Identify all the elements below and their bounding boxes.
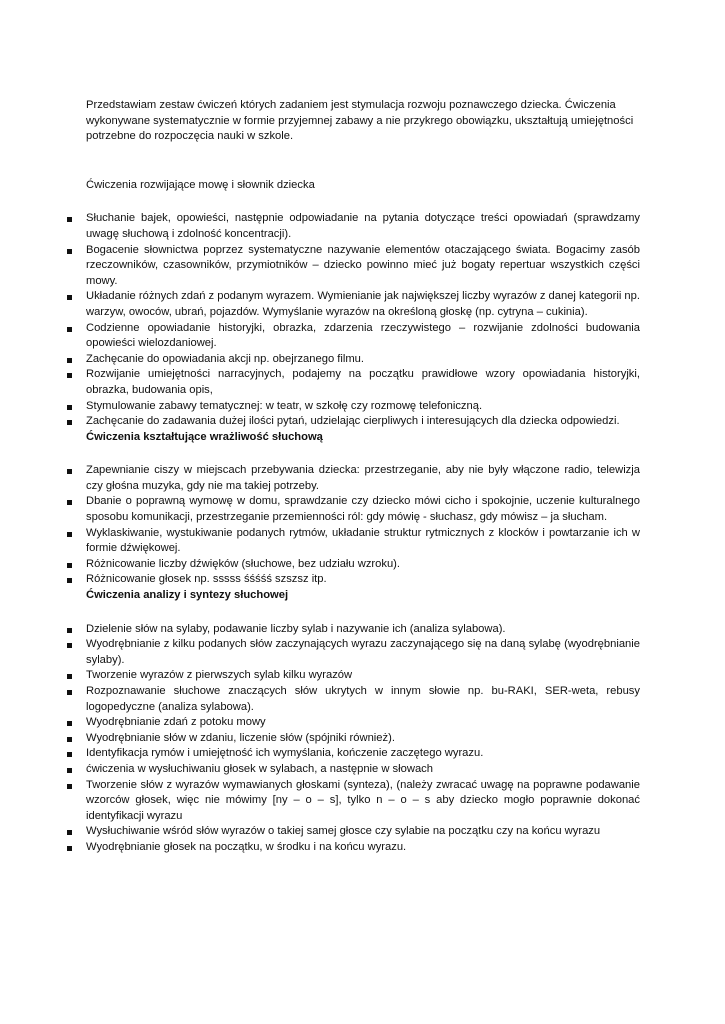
list-item: Wyklaskiwanie, wystukiwanie podanych rytmów, układanie struktur rytmicznych z klocków i powtarzanie ich w formie dźwiękowej. — [86, 526, 640, 557]
list-item: Zachęcanie do zadawania dużej ilości pytań, udzielając cierpliwych i interesujących dla dziecka odpowiedzi. — [86, 414, 640, 430]
list-item: Codzienne opowiadanie historyjki, obrazka, zdarzenia rzeczywistego – rozwijanie zdolności budowania opowieści wielozdaniowej. — [86, 321, 640, 352]
list-item: Wyodrębnianie z kilku podanych słów zaczynających wyrazu zaczynającego się na daną sylabę (wyodrębnianie sylaby). — [86, 637, 640, 668]
list-item: Wyodrębnianie słów w zdaniu, liczenie słów (spójniki również). — [86, 731, 640, 747]
square-bullet-icon — [67, 373, 72, 378]
list-item: Różnicowanie głosek np. sssss śśśśś szszsz itp. — [86, 572, 640, 588]
square-bullet-icon — [67, 578, 72, 583]
square-bullet-icon — [67, 358, 72, 363]
square-bullet-icon — [67, 563, 72, 568]
intro-paragraph: Przedstawiam zestaw ćwiczeń których zadaniem jest stymulacja rozwoju poznawczego dziecka. Ćwiczenia wykonywane systematycznie w formie przyjemnej zabawy a nie przykrego obowiązku, ukształtują umiejętności potrzebne do rozpoczęcia nauki w szkole. — [86, 99, 634, 143]
list-item: Wyodrębnianie głosek na początku, w środku i na końcu wyrazu. — [86, 840, 640, 856]
list-item: Dzielenie słów na sylaby, podawanie liczby sylab i nazywanie ich (analiza sylabowa). — [86, 622, 640, 638]
square-bullet-icon — [67, 737, 72, 742]
section-heading-speech: Ćwiczenia rozwijające mowę i słownik dziecka — [86, 178, 315, 191]
square-bullet-icon — [67, 721, 72, 726]
list-item: Tworzenie wyrazów z pierwszych sylab kilku wyrazów — [86, 668, 640, 684]
list-item: Stymulowanie zabawy tematycznej: w teatr, w szkołę czy rozmowę telefoniczną. — [86, 399, 640, 415]
square-bullet-icon — [67, 532, 72, 537]
square-bullet-icon — [67, 469, 72, 474]
list-item: ćwiczenia w wysłuchiwaniu głosek w sylabach, a następnie w słowach — [86, 762, 640, 778]
list-item: Dbanie o poprawną wymowę w domu, sprawdzanie czy dziecko mówi cicho i spokojnie, uczenie kulturalnego sposobu komunikacji, przestrzeganie przemienności ról: gdy mówię - słuchasz, gdy mówisz – ja słucham. — [86, 494, 640, 525]
square-bullet-icon — [67, 830, 72, 835]
list-hearing-exercises — [86, 463, 640, 588]
list-item: Bogacenie słownictwa poprzez systematyczne nazywanie elementów otaczającego świata. Bogacimy zasób rzeczowników, czasowników, przymiotników – dziecko powinno mieć już bogaty repertuar wszystkich części mowy. — [86, 243, 640, 290]
list-analysis-exercises — [86, 622, 640, 856]
list-item: Wyodrębnianie zdań z potoku mowy — [86, 715, 640, 731]
list-item: Zapewnianie ciszy w miejscach przebywania dziecka: przestrzeganie, aby nie były włączone radio, telewizja czy głośna muzyka, gdy nie ma takiej potrzeby. — [86, 463, 640, 494]
square-bullet-icon — [67, 500, 72, 505]
list-item: Różnicowanie liczby dźwięków (słuchowe, bez udziału wzroku). — [86, 557, 640, 573]
list-item: Rozwijanie umiejętności narracyjnych, podajemy na początku prawidłowe wzory opowiadania historyjki, obrazka, budowania opis, — [86, 367, 640, 398]
list-item: Identyfikacja rymów i umiejętność ich wymyślania, kończenie zaczętego wyrazu. — [86, 746, 640, 762]
section-heading-analysis: Ćwiczenia analizy i syntezy słuchowej — [86, 589, 289, 602]
list-speech-exercises — [86, 211, 640, 429]
list-item: Tworzenie słów z wyrazów wymawianych głoskami (synteza), (należy zwracać uwagę na poprawne podawanie wzorców głosek, więc nie mówimy [ny – o – s], tylko n – o – s aby dziecko mogło poprawnie dokonać identyfikacji wyrazu — [86, 778, 640, 825]
square-bullet-icon — [67, 846, 72, 851]
square-bullet-icon — [67, 674, 72, 679]
list-item: Rozpoznawanie słuchowe znaczących słów ukrytych w innym słowie np. bu-RAKI, SER-weta, rebusy logopedyczne (analiza sylabowa). — [86, 684, 640, 715]
square-bullet-icon — [67, 420, 72, 425]
list-item: Słuchanie bajek, opowieści, następnie odpowiadanie na pytania dotyczące treści opowiadań (sprawdzamy uwagę słuchową i zdolność koncentracji). — [86, 211, 640, 242]
square-bullet-icon — [67, 768, 72, 773]
square-bullet-icon — [67, 249, 72, 254]
square-bullet-icon — [67, 784, 72, 789]
square-bullet-icon — [67, 405, 72, 410]
list-item: Zachęcanie do opowiadania akcji np. obejrzanego filmu. — [86, 352, 640, 368]
square-bullet-icon — [67, 295, 72, 300]
square-bullet-icon — [67, 217, 72, 222]
square-bullet-icon — [67, 690, 72, 695]
square-bullet-icon — [67, 752, 72, 757]
section-heading-hearing: Ćwiczenia kształtujące wrażliwość słuchową — [86, 430, 323, 443]
list-item: Układanie różnych zdań z podanym wyrazem. Wymienianie jak największej liczby wyrazów z danej kategorii np. warzyw, owoców, ubrań, pojazdów. Wymyślanie wyrazów na określoną głoskę (np. cytryna – cukinia). — [86, 289, 640, 320]
square-bullet-icon — [67, 643, 72, 648]
square-bullet-icon — [67, 628, 72, 633]
square-bullet-icon — [67, 327, 72, 332]
list-item: Wysłuchiwanie wśród słów wyrazów o takiej samej głosce czy sylabie na początku czy na końcu wyrazu — [86, 824, 640, 840]
